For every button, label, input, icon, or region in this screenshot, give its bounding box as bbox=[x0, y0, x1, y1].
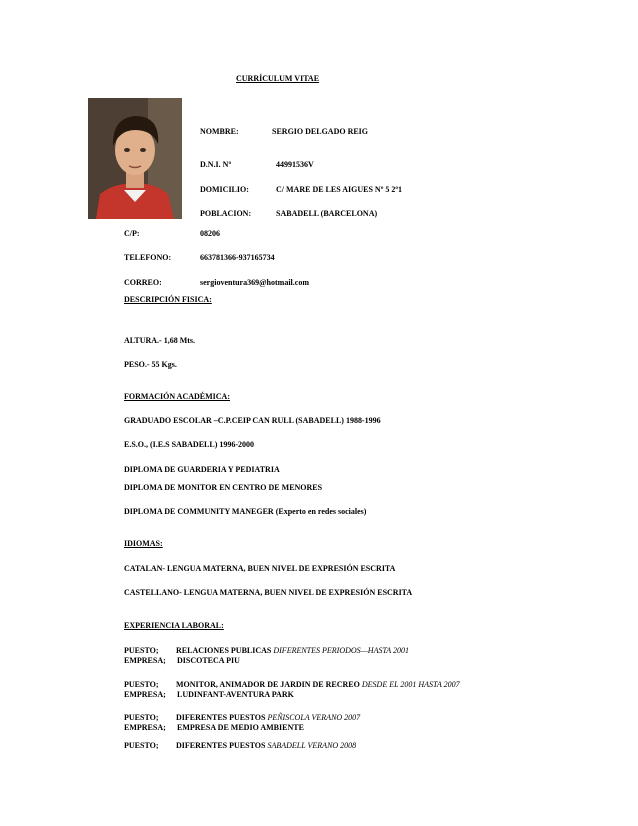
dni-value: 44991536V bbox=[276, 160, 314, 169]
correo-value[interactable]: sergioventura369@hotmail.com bbox=[200, 278, 309, 287]
job-puesto: RELACIONES PUBLICAS DIFERENTES PERIODOS—HASTA 2001 bbox=[176, 646, 410, 655]
altura-text: ALTURA.- 1,68 Mts. bbox=[124, 336, 196, 345]
page-title: CURRÍCULUM VITAE bbox=[236, 74, 320, 83]
telefono-value: 663781366-937165734 bbox=[200, 253, 275, 262]
cp-value: 08206 bbox=[200, 229, 220, 238]
formacion-heading: FORMACIÓN ACADÉMICA: bbox=[124, 392, 230, 401]
dni-label: D.N.I. Nº bbox=[200, 160, 232, 169]
empresa-label: EMPRESA; bbox=[124, 690, 166, 699]
profile-photo bbox=[88, 98, 182, 219]
puesto-label: PUESTO; bbox=[124, 680, 159, 689]
nombre-label: NOMBRE: bbox=[200, 127, 239, 136]
poblacion-label: POBLACION: bbox=[200, 209, 252, 218]
formacion-item: DIPLOMA DE GUARDERIA Y PEDIATRIA bbox=[124, 465, 280, 474]
puesto-label: PUESTO; bbox=[124, 646, 159, 655]
peso-text: PESO.- 55 Kgs. bbox=[124, 360, 177, 369]
cp-label: C/P: bbox=[124, 229, 140, 238]
formacion-item: DIPLOMA DE MONITOR EN CENTRO DE MENORES bbox=[124, 483, 323, 492]
domicilio-value: C/ MARE DE LES AIGUES Nº 5 2º1 bbox=[276, 185, 402, 194]
job-empresa: LUDINFANT-AVENTURA PARK bbox=[177, 690, 294, 699]
puesto-label: PUESTO; bbox=[124, 713, 159, 722]
formacion-item: E.S.O., (I.E.S SABADELL) 1996-2000 bbox=[124, 440, 255, 449]
nombre-value: SERGIO DELGADO REIG bbox=[272, 127, 369, 136]
job-puesto: DIFERENTES PUESTOS PEÑISCOLA VERANO 2007 bbox=[176, 713, 361, 722]
idioma-item: CATALAN- LENGUA MATERNA, BUEN NIVEL DE EXPRESIÓN ESCRITA bbox=[124, 564, 396, 573]
person-portrait-icon bbox=[88, 98, 182, 219]
job-puesto: DIFERENTES PUESTOS SABADELL VERANO 2008 bbox=[176, 741, 357, 750]
descripcion-heading: DESCRIPCIÓN FISICA: bbox=[124, 295, 212, 304]
telefono-label: TELEFONO: bbox=[124, 253, 172, 262]
idiomas-heading: IDIOMAS: bbox=[124, 539, 163, 548]
domicilio-label: DOMICILIO: bbox=[200, 185, 249, 194]
poblacion-value: SABADELL (BARCELONA) bbox=[276, 209, 378, 218]
job-puesto: MONITOR, ANIMADOR DE JARDIN DE RECREO DESDE EL 2001 HASTA 2007 bbox=[176, 680, 460, 689]
correo-label: CORREO: bbox=[124, 278, 162, 287]
puesto-label: PUESTO; bbox=[124, 741, 159, 750]
job-empresa: DISCOTECA PIU bbox=[177, 656, 240, 665]
formacion-item: DIPLOMA DE COMMUNITY MANEGER (Experto en redes sociales) bbox=[124, 507, 367, 516]
empresa-label: EMPRESA; bbox=[124, 723, 166, 732]
job-empresa: EMPRESA DE MEDIO AMBIENTE bbox=[177, 723, 304, 732]
formacion-item: GRADUADO ESCOLAR –C.P.CEIP CAN RULL (SABADELL) 1988-1996 bbox=[124, 416, 381, 425]
idioma-item: CASTELLANO- LENGUA MATERNA, BUEN NIVEL DE EXPRESIÓN ESCRITA bbox=[124, 588, 413, 597]
empresa-label: EMPRESA; bbox=[124, 656, 166, 665]
experiencia-heading: EXPERIENCIA LABORAL: bbox=[124, 621, 224, 630]
